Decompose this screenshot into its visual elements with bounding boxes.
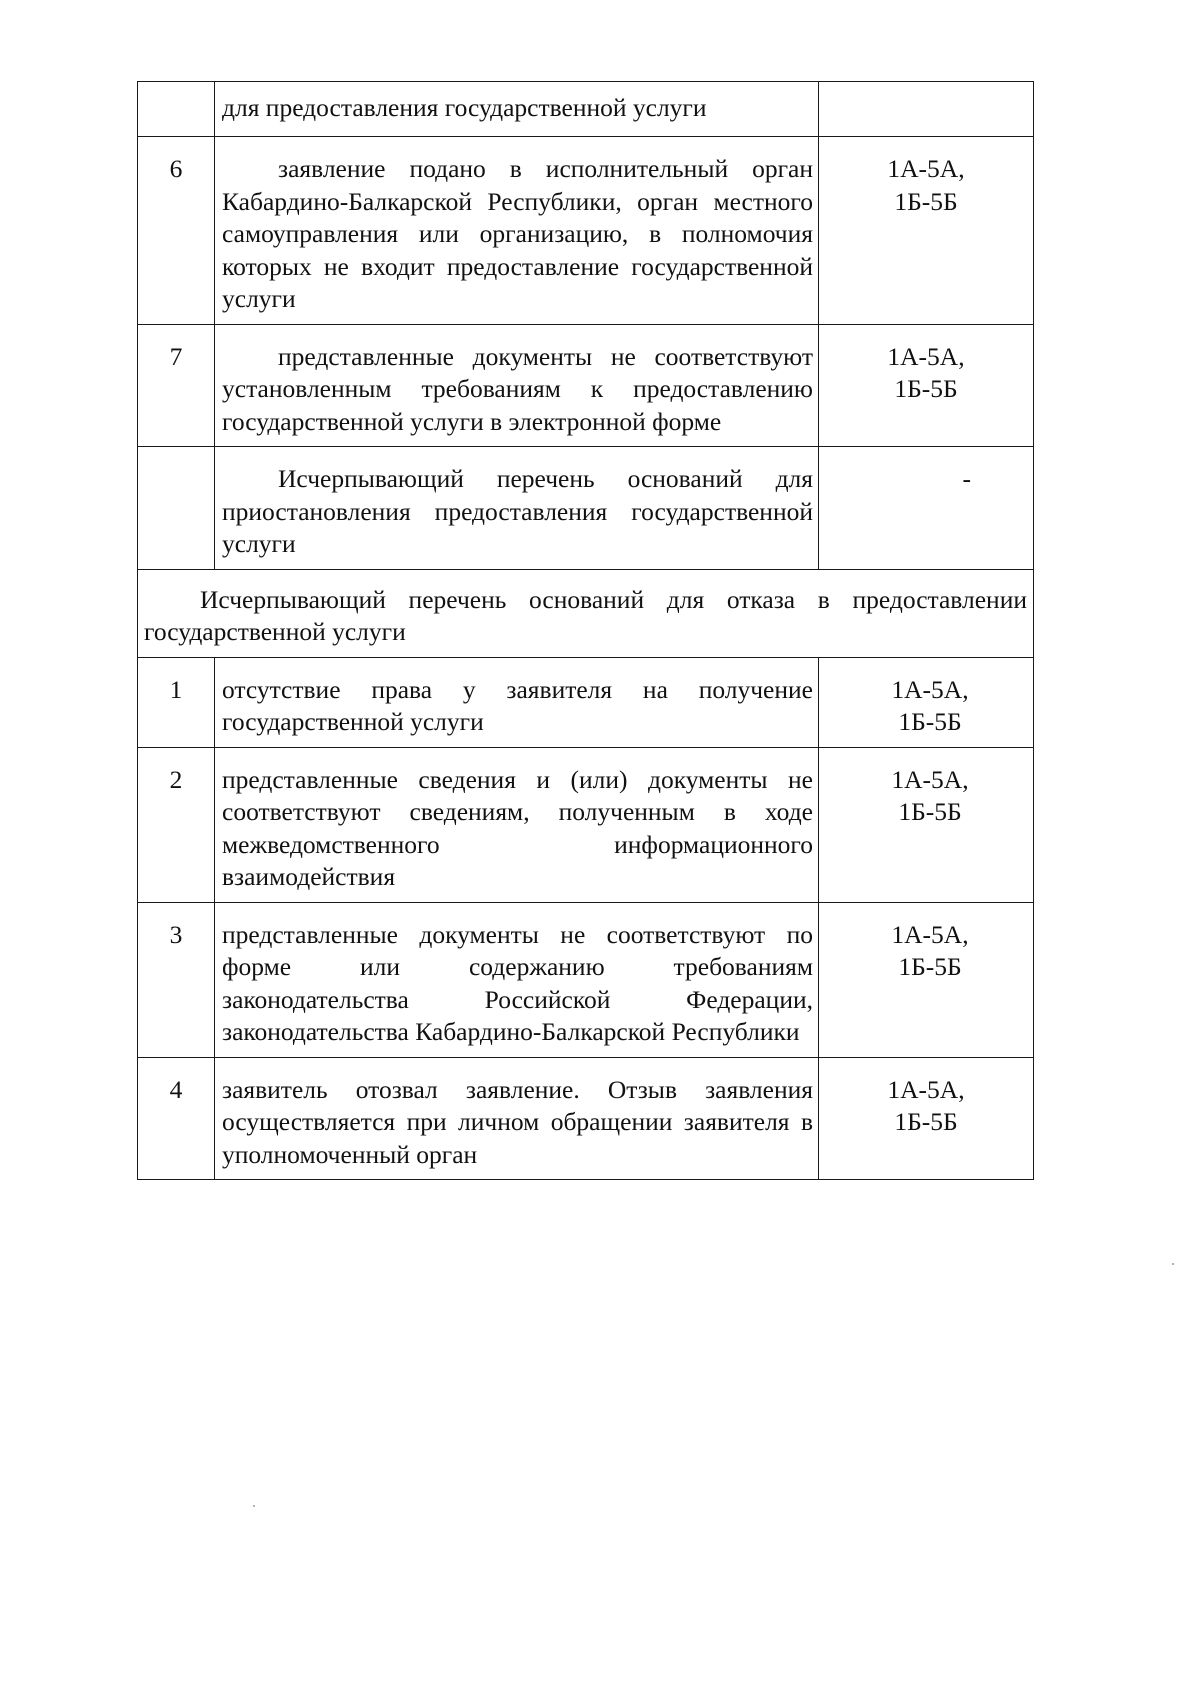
section-heading-row (138, 569, 1034, 657)
table-row (138, 747, 1034, 902)
scan-speck (253, 1505, 255, 1507)
table-row (138, 902, 1034, 1057)
row-reference (819, 747, 1034, 902)
reference-line: 1Б-5Б (894, 186, 958, 216)
row-reference (819, 902, 1034, 1057)
reference-line: 1А-5А, (891, 764, 969, 794)
reference-line: 1А-5А, (887, 341, 965, 371)
row-number: 3 (138, 902, 215, 1057)
row-reference (819, 657, 1034, 747)
reference-line: 1Б-5Б (898, 952, 962, 981)
reference-line: 1А-5А, (891, 674, 969, 704)
row-number: 2 (138, 747, 215, 902)
row-reference (819, 324, 1034, 447)
row-reference (819, 82, 1034, 137)
reference-line: 1Б-5Б (894, 1107, 958, 1136)
table-row (138, 137, 1034, 325)
reference-line: 1А-5А, (887, 1074, 965, 1104)
row-text: для предоставления государственной услуги (215, 82, 819, 137)
reference-line: 1А-5А, (887, 154, 965, 183)
row-number (138, 82, 215, 137)
row-number (138, 447, 215, 570)
table-row (138, 82, 1034, 137)
reference-line: 1Б-5Б (898, 707, 962, 736)
row-text: заявитель отозвал заявление. Отзыв заявления осуществляется при личном обращении заявителя в уполномоченный орган (215, 1057, 819, 1180)
row-number: 7 (138, 324, 215, 447)
row-text: заявление подано в исполнительный орган Кабардино-Балкарской Республики, орган местного самоуправления или организацию, в полномочия которых не входит предоставление государственной услуги (215, 137, 819, 325)
section-heading: Исчерпывающий перечень оснований для отказа в предоставлении государственной услуги (138, 569, 1034, 657)
row-number: 1 (138, 657, 215, 747)
grounds-table (137, 81, 1034, 1180)
scan-speck (1172, 1263, 1174, 1265)
reference-line: 1Б-5Б (894, 374, 958, 403)
row-reference (819, 1057, 1034, 1180)
row-text: представленные документы не соответствуют установленным требованиям к предоставлению государственной услуги в электронной форме (215, 324, 819, 447)
row-number: 4 (138, 1057, 215, 1180)
row-text: отсутствие права у заявителя на получение государственной услуги (215, 657, 819, 747)
row-reference (819, 447, 1034, 570)
row-number: 6 (138, 137, 215, 325)
table-row (138, 657, 1034, 747)
row-text: представленные сведения и (или) документы не соответствуют сведениям, полученным в ходе межведомственного информационного взаимодействия (215, 747, 819, 902)
table-row (138, 447, 1034, 570)
table-row (138, 324, 1034, 447)
table-row (138, 1057, 1034, 1180)
reference-line: 1А-5А, (891, 919, 969, 949)
row-text: представленные документы не соответствуют по форме или содержанию требованиям законодательства Российской Федерации, законодательства Кабардино-Балкарской Республики (215, 902, 819, 1057)
row-reference (819, 137, 1034, 325)
reference-line: - (962, 464, 971, 493)
reference-line: 1Б-5Б (898, 797, 962, 826)
row-text: Исчерпывающий перечень оснований для приостановления предоставления государственной услуги (215, 447, 819, 570)
